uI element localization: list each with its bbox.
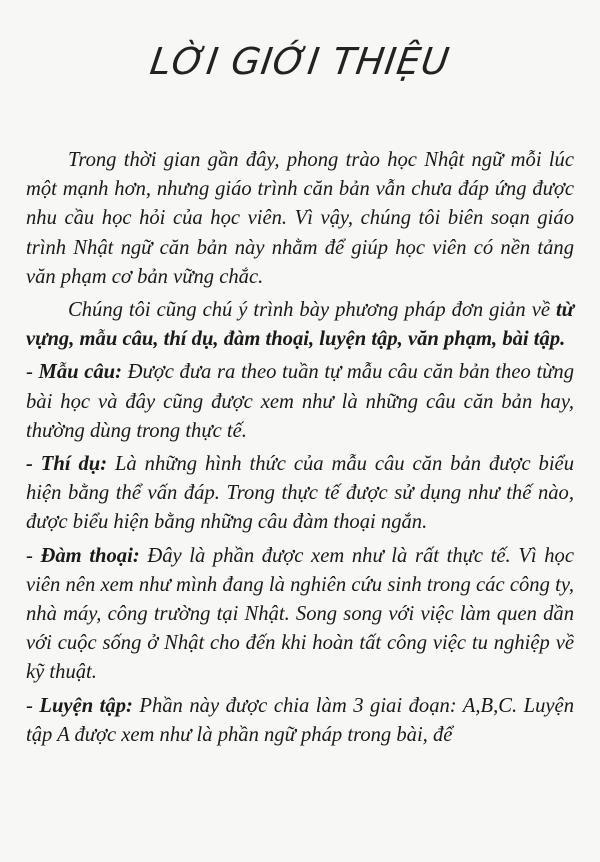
item-text: Phần này được chia làm 3 giai đoạn: A,B,C. Luyện tập A được xem như là phần ngữ pháp trong bài, để xyxy=(26,694,574,746)
body-text xyxy=(26,146,574,754)
item-text: Được đưa ra theo tuần tự mẫu câu căn bản theo từng bài học và đây cũng được xem như là những câu căn bản hay, thường dùng trong thực tế. xyxy=(26,361,574,442)
item-dam-thoai xyxy=(26,542,574,688)
method-text: Chúng tôi cũng chú ý trình bày phương pháp đơn giản về xyxy=(68,299,556,322)
item-prefix: - xyxy=(26,694,40,717)
item-thi-du xyxy=(26,450,574,538)
intro-paragraph: Trong thời gian gần đây, phong trào học Nhật ngữ mỗi lúc một mạnh hơn, nhưng giáo trình căn bản vẫn chưa đáp ứng được nhu cầu học hỏi của học viên. Vì vậy, chúng tôi biên soạn giáo trình Nhật ngữ căn bản này nhằm để giúp học viên có nền tảng văn phạm cơ bản vững chắc. xyxy=(26,149,574,288)
item-luyen-tap xyxy=(26,692,574,750)
item-text: Là những hình thức của mẫu câu căn bản được biểu hiện bằng thể vấn đáp. Trong thực tế được sử dụng như thế nào, được biểu hiện bằng những câu đàm thoại ngắn. xyxy=(26,453,574,534)
item-text: Đây là phần được xem như là rất thực tế. Vì học viên nên xem như mình đang là nghiên cứu sinh trong các công ty, nhà máy, công trường tại Nhật. Song song với việc làm quen dần với cuộc sống ở Nhật cho đến khi hoàn tất công việc tu nghiệp về kỹ thuật. xyxy=(26,544,574,684)
item-prefix: - xyxy=(26,544,41,567)
page-title: LỜI GIỚI THIỆU xyxy=(147,40,453,83)
item-prefix: - xyxy=(26,361,39,384)
item-term: Mẫu câu: xyxy=(38,361,122,384)
method-paragraph xyxy=(26,296,574,354)
item-term: Thí dụ: xyxy=(40,453,108,476)
item-prefix: - xyxy=(26,453,41,476)
item-term: Luyện tập: xyxy=(39,694,133,717)
item-term: Đàm thoại: xyxy=(40,544,140,567)
item-mau-cau xyxy=(26,358,574,446)
method-bold-list: từ vựng, mẫu câu, thí dụ, đàm thoại, luyện tập, văn phạm, bài tập. xyxy=(26,299,574,351)
